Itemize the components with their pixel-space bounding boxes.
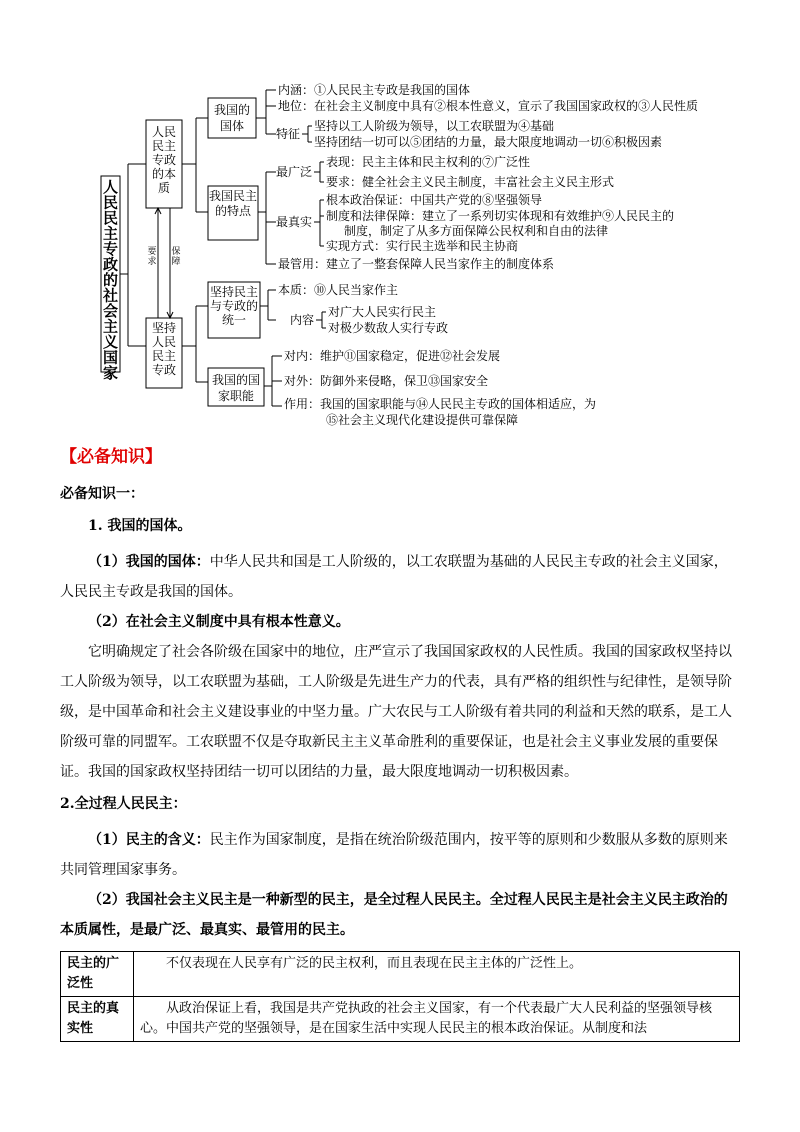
- mindmap-democracy-lines: [278, 154, 674, 271]
- heading-whole-process: 2.全过程人民民主：: [60, 796, 187, 812]
- mindmap-nature-lines: [278, 82, 698, 149]
- mindmap-democracy-label: 我国民主的特点: [208, 189, 258, 218]
- mindmap-nature-line: 坚持以工人阶级为领导，以工农联盟为④基础: [314, 119, 555, 133]
- knowledge-one-heading: 必备知识一：: [60, 486, 144, 502]
- paragraph-new-democracy: （2）我国社会主义民主是一种新型的民主，是全过程人民民主。全过程人民民主是社会主义民主政治的本质属性，是最广泛、最真实、最管用的民主。: [60, 892, 728, 938]
- mindmap-real-line: 实现方式：实行民主选举和民主协商: [326, 239, 519, 253]
- paragraph-democracy-meaning: [60, 825, 740, 885]
- mind-map: [0, 0, 800, 440]
- heading-significance: （2）在社会主义制度中具有根本性意义。: [88, 614, 350, 630]
- paragraph-guoti-lead: （1）我国的国体：: [88, 554, 210, 570]
- mindmap-unity-essence: 本质：⑩人民当家作主: [278, 283, 399, 297]
- paragraph-significance: 它明确规定了社会各阶级在国家中的地位，庄严宣示了我国国家政权的人民性质。我国的国家政权坚持以工人阶级为领导，以工农联盟为基础，工人阶级是先进生产力的代表，具有严格的组织性与纪律性，是领导阶级，是中国革命和社会主义建设事业的中坚力量。广大农民与工人阶级有着共同的利益和天然的联系，是工人阶级可靠的同盟军。工农联盟不仅是夺取新民主主义革命胜利的重要保证，也是社会主义事业发展的重要保证。我国的国家政权坚持团结一切可以团结的力量，最大限度地调动一切积极因素。: [60, 644, 732, 780]
- mindmap-widest-line: 要求：健全社会主义民主制度，丰富社会主义民主形式: [326, 175, 615, 189]
- mindmap-link-left: 要求: [147, 247, 157, 267]
- paragraph-guoti: [60, 547, 740, 607]
- mindmap-root: 人民民主专政的社会主义国家: [102, 178, 119, 382]
- table-row-label: 民主的真实性: [61, 997, 134, 1042]
- table-row: [61, 997, 740, 1042]
- mindmap-function-lines: [284, 348, 596, 427]
- mindmap-unity-label: 坚持民主与专政的统一: [209, 285, 259, 327]
- mindmap-nature-line: 地位：在社会主义制度中具有②根本性意义，宣示了我国国家政权的③人民性质: [278, 99, 699, 113]
- section-title: 【必备知识】: [60, 447, 162, 467]
- mindmap-widest-line: 表现：民主主体和民主权利的⑦广泛性: [326, 155, 531, 169]
- paragraph-democracy-lead: （1）民主的含义：: [88, 832, 210, 848]
- mindmap-useful-line: 最管用：建立了一整套保障人民当家作主的制度体系: [278, 257, 555, 271]
- mindmap-function-line: 作用：我国的国家职能与⑭人民民主专政的国体相适应，为: [284, 397, 597, 411]
- mindmap-real-line: 制度，制定了从多方面保障公民权利和自由的法律: [344, 224, 609, 238]
- mindmap-function-line: ⑮社会主义现代化建设提供可靠保障: [326, 413, 519, 427]
- main-content: [60, 442, 740, 1042]
- table-row-text: 不仅表现在人民享有广泛的民主权利，而且表现在民主主体的广泛性上。: [134, 952, 740, 997]
- mindmap-widest-label: 最广泛: [276, 165, 313, 179]
- mindmap-content-label: 内容: [290, 313, 315, 327]
- table-row-label: 民主的广泛性: [61, 952, 134, 997]
- paragraph-democracy-text: 民主作为国家制度，是指在统治阶级范围内，按平等的原则和少数服从多数的原则来共同管理国家事务。: [60, 832, 728, 878]
- mindmap-unity-content-line: 对极少数敌人实行专政: [328, 321, 449, 335]
- mindmap-unity-content-line: 对广大人民实行民主: [328, 305, 437, 319]
- mindmap-real-line: 根本政治保证：中国共产党的⑧坚强领导: [326, 193, 543, 207]
- table-row-text: 从政治保证上看，我国是共产党执政的社会主义国家，有一个代表最广大人民利益的坚强领导核心。中国共产党的坚强领导，是在国家生活中实现人民民主的根本政治保证。从制度和法: [134, 997, 740, 1042]
- mindmap-real-line: 制度和法律保障：建立了一系列切实体现和有效维护⑨人民民主的: [326, 209, 675, 223]
- mindmap-feature-label: 特征: [276, 127, 301, 141]
- mindmap-nature-line: 坚持团结一切可以⑤团结的力量，最大限度地调动一切⑥积极因素: [314, 135, 663, 149]
- mindmap-essence: 人民民主专政的本质: [151, 125, 177, 195]
- mindmap-function-label: 我国的国家职能: [211, 373, 261, 403]
- mindmap-link-right: 保障: [171, 247, 181, 267]
- mindmap-function-line: 对外：防御外来侵略，保卫⑬国家安全: [284, 374, 489, 388]
- heading-guoti: 1. 我国的国体。: [88, 518, 192, 534]
- table-row: [61, 952, 740, 997]
- mindmap-function-line: 对内：维护⑪国家稳定，促进⑫社会发展: [284, 349, 501, 363]
- mindmap-unity-lines: [278, 282, 448, 335]
- mindmap-nature-label: 我国的国体: [213, 103, 251, 133]
- paragraph-guoti-text: 中华人民共和国是工人阶级的，以工农联盟为基础的人民民主专政的社会主义国家，人民民主专政是我国的国体。: [60, 554, 728, 600]
- mindmap-nature-line: 内涵：①人民民主专政是我国的国体: [278, 83, 471, 97]
- mindmap-persist: 坚持人民民主专政: [151, 321, 177, 377]
- democracy-table: [60, 951, 740, 1042]
- mindmap-real-label: 最真实: [276, 215, 313, 229]
